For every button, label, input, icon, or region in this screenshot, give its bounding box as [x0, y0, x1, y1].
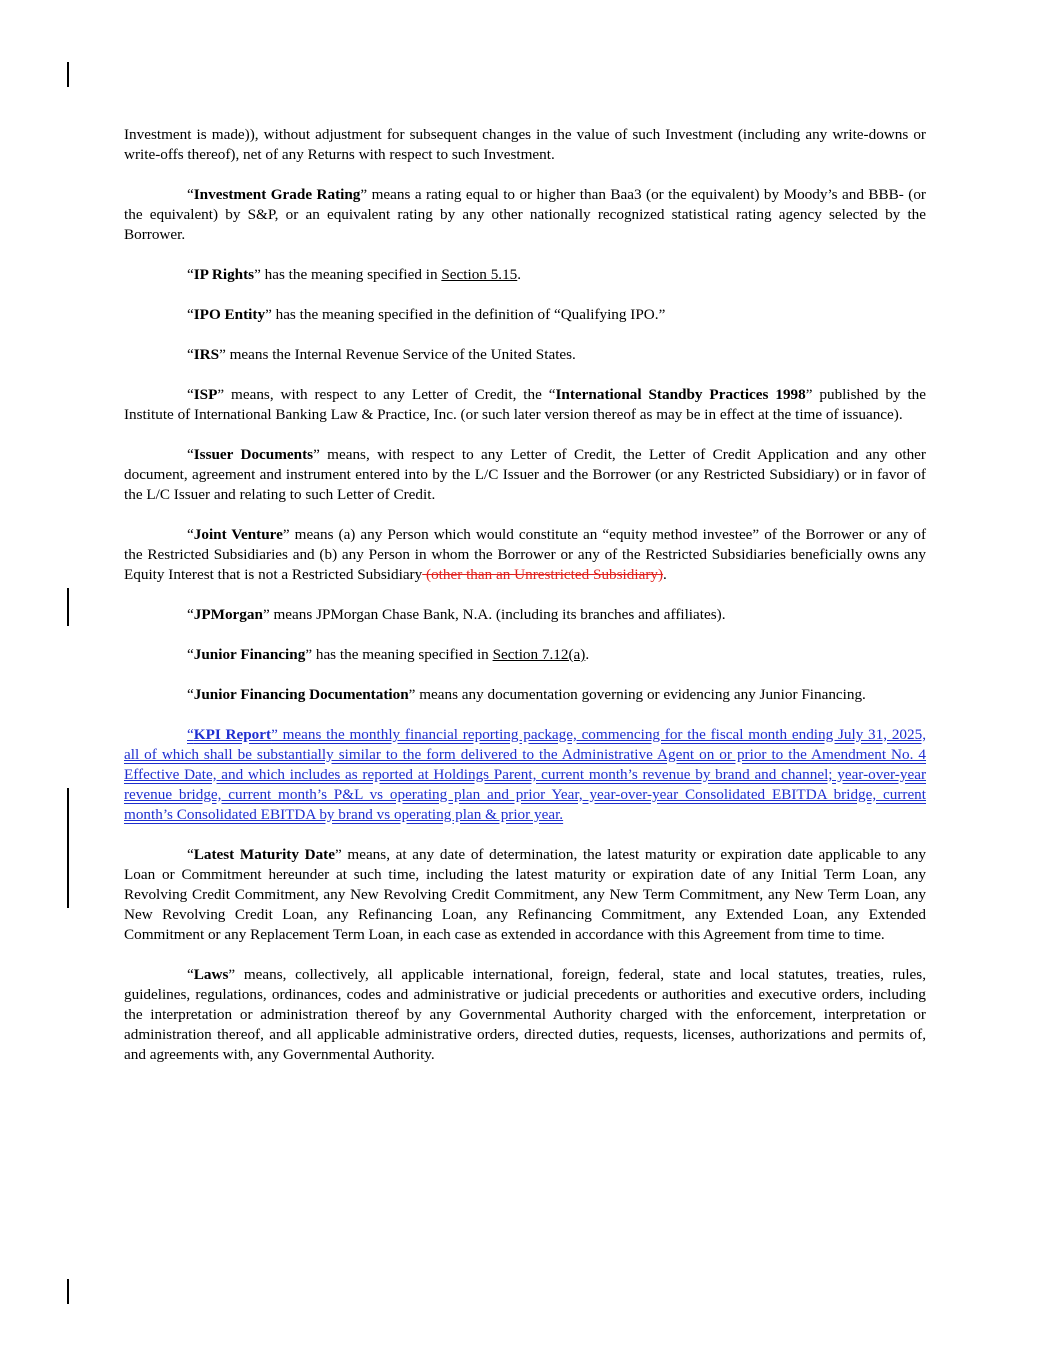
definition-text: ” means JPMorgan Chase Bank, N.A. (including its branches and affiliates).: [262, 606, 726, 623]
definition-jpmorgan: [124, 605, 926, 625]
defined-term: IPO Entity: [193, 306, 266, 323]
open-quote: “: [187, 386, 194, 403]
defined-term: ISP: [193, 386, 218, 403]
defined-term: Junior Financing: [193, 646, 306, 663]
defined-term: Latest Maturity Date: [193, 846, 335, 863]
definition-irs: [124, 345, 926, 365]
definition-text: ” has the meaning specified in the definition of “Qualifying IPO.”: [265, 306, 666, 323]
definition-text: ” has the meaning specified in: [254, 266, 442, 283]
definition-investment-grade-rating: [124, 185, 926, 245]
definition-laws: [124, 965, 926, 1065]
open-quote: “: [187, 526, 194, 543]
deleted-text: (other than an Unrestricted Subsidiary): [422, 566, 664, 583]
defined-term-secondary: International Standby Practices 1998: [555, 386, 806, 403]
definition-text: ” means (a) any Person which would constitute an “equity method investee” of the Borrower or any of the Restricted Subsidiaries and (b) any Person in whom the Borrower or any of the Restricted Subsidiaries beneficially owns any Equity Interest that is not a Restricted Subsidiary: [124, 526, 926, 583]
definition-end: .: [517, 266, 522, 283]
open-quote: “: [187, 606, 194, 623]
definition-end: .: [585, 646, 590, 663]
definition-end: .: [663, 566, 667, 583]
definition-isp: [124, 385, 926, 425]
defined-term: Investment Grade Rating: [193, 186, 361, 203]
definition-joint-venture: [124, 525, 926, 585]
paragraph-text: Investment is made)), without adjustment for subsequent changes in the value of such Investment (including any write-downs or write-offs thereof), net of any Returns with respect to such Investment.: [124, 126, 926, 163]
open-quote: “: [187, 966, 194, 983]
definition-text-continued: ” published by the Institute of International Banking Law & Practice, Inc. (or such later version thereof as may be in effect at the time of issuance).: [124, 386, 926, 423]
definition-text: ” has the meaning specified in: [305, 646, 493, 663]
definition-text: ” means, with respect to any Letter of Credit, the “: [217, 386, 556, 403]
definition-ip-rights: [124, 265, 926, 285]
definition-junior-financing: [124, 645, 926, 665]
definition-text: ” means a rating equal to or higher than Baa3 (or the equivalent) by Moody’s and BBB- (or the equivalent) by S&P, or an equivalent rating by any other nationally recognized statistical rating agency selected by the Borrower.: [124, 186, 926, 243]
document-body: [124, 125, 926, 1085]
defined-term: JPMorgan: [193, 606, 263, 623]
change-bar-kpi-report: [67, 788, 69, 908]
open-quote: “: [187, 186, 194, 203]
definition-junior-financing-documentation: [124, 685, 926, 705]
definition-issuer-documents: [124, 445, 926, 505]
open-quote: “: [187, 266, 194, 283]
open-quote: “: [187, 686, 194, 703]
change-bar-joint-venture: [67, 588, 69, 626]
defined-term: Issuer Documents: [193, 446, 314, 463]
change-bar-bottom: [67, 1279, 69, 1304]
defined-term: Junior Financing Documentation: [193, 686, 409, 703]
defined-term: Laws: [193, 966, 229, 983]
definition-kpi-report-inserted: [124, 725, 926, 825]
definition-text: ” means, at any date of determination, the latest maturity or expiration date applicable to any Loan or Commitment hereunder at such time, including the latest maturity or expiration date of any Initial Term Loan, any Revolving Credit Commitment, any New Revolving Credit Commitment, any New Term Commitment, any New Term Loan, any New Revolving Credit Loan, any Refinancing Loan, any Refinancing Commitment, any Extended Loan, any Extended Commitment or any Replacement Term Loan, in each case as extended in accordance with this Agreement from time to time.: [124, 846, 926, 943]
open-quote: “: [187, 346, 194, 363]
definition-text: ” means, with respect to any Letter of Credit, the Letter of Credit Application and any other document, agreement and instrument entered into by the L/C Issuer and the Borrower (or any Restricted Subsidiary) or in favor of the L/C Issuer and relating to such Letter of Credit.: [124, 446, 926, 503]
open-quote: “: [187, 726, 194, 743]
section-reference: Section 7.12(a): [492, 646, 586, 663]
definition-text: ” means any documentation governing or evidencing any Junior Financing.: [408, 686, 866, 703]
defined-term: Joint Venture: [193, 526, 283, 543]
defined-term: IRS: [193, 346, 220, 363]
paragraph-investment-continued: [124, 125, 926, 165]
open-quote: “: [187, 306, 194, 323]
definition-text: ” means, collectively, all applicable international, foreign, federal, state and local statutes, treaties, rules, guidelines, regulations, ordinances, codes and administrative or judicial precedents or authorities and executive orders, including the interpretation or administration thereof by any Governmental Authority charged with the enforcement, interpretation or administration thereof, and all applicable administrative orders, directed duties, requests, licenses, authorizations and permits of, and agreements with, any Governmental Authority.: [124, 966, 926, 1063]
defined-term: IP Rights: [193, 266, 255, 283]
definition-text: ” means the Internal Revenue Service of the United States.: [219, 346, 576, 363]
defined-term: KPI Report: [193, 726, 272, 743]
open-quote: “: [187, 446, 194, 463]
definition-latest-maturity-date: [124, 845, 926, 945]
definition-text: ” means the monthly financial reporting package, commencing for the fiscal month ending July 31, 2025, all of which shall be substantially similar to the form delivered to the Administrative Agent on or prior to the Amendment No. 4 Effective Date, and which includes as reported at Holdings Parent, current month’s revenue by brand and channel; year-over-year revenue bridge, current month’s P&L vs operating plan and prior Year, year-over-year Consolidated EBITDA bridge, current month’s Consolidated EBITDA by brand vs operating plan & prior year.: [124, 726, 926, 823]
open-quote: “: [187, 646, 194, 663]
definition-ipo-entity: [124, 305, 926, 325]
change-bar-top: [67, 62, 69, 87]
section-reference: Section 5.15: [441, 266, 518, 283]
open-quote: “: [187, 846, 194, 863]
